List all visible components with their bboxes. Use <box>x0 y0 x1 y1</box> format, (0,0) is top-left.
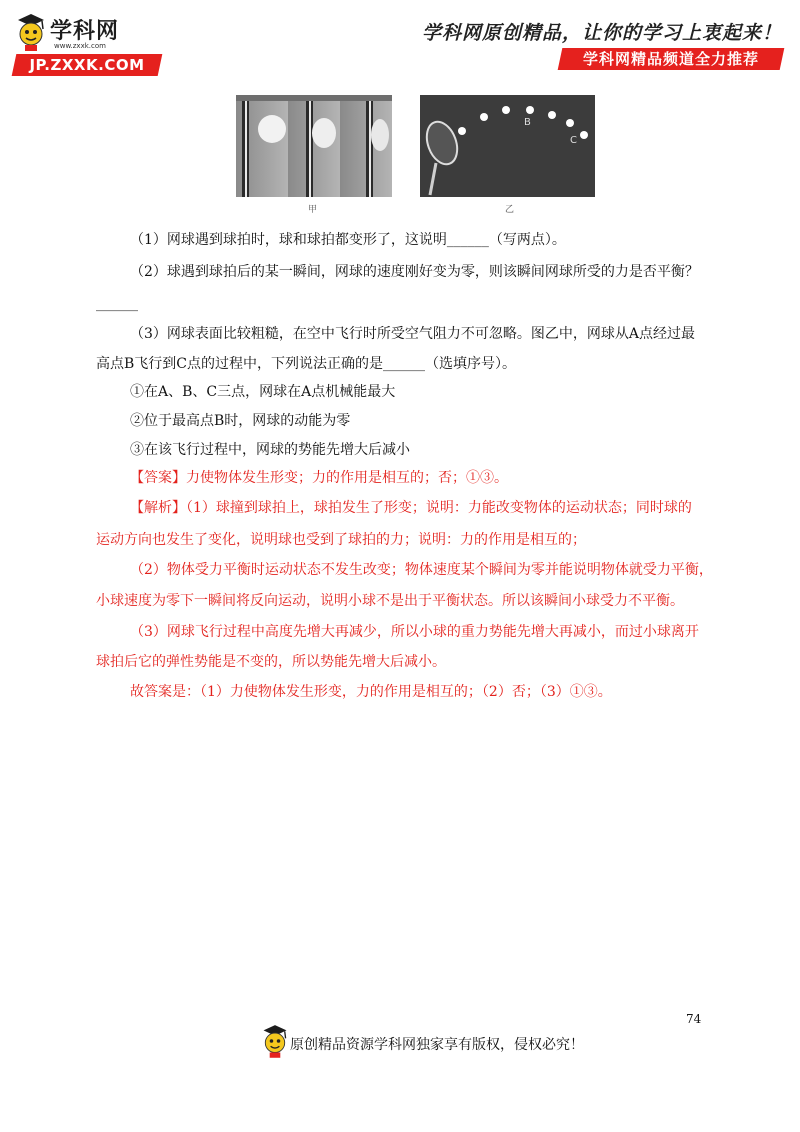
analysis-tag: 【解析】 <box>130 500 186 516</box>
figure-yi-photo <box>420 95 595 197</box>
page-header <box>0 0 800 80</box>
question-3-line-2: 高点B飞行到C点的过程中，下列说法正确的是______（选填序号）。 <box>96 356 516 372</box>
question-3-line-1: （3）网球表面比较粗糙，在空中飞行时所受空气阻力不可忽略。图乙中，网球从A点经过最 <box>130 326 696 342</box>
copyright-notice: 原创精品资源学科网独家享有版权，侵权必究！ <box>290 1037 584 1053</box>
figure-yi-label: 乙 <box>505 205 515 215</box>
question-2-blank: ______ <box>96 296 138 312</box>
page-footer <box>260 1022 590 1062</box>
channel-banner-text: 学科网精品频道全力推荐 <box>582 50 759 68</box>
page-number: 74 <box>686 1012 702 1026</box>
mascot-icon <box>260 1022 290 1060</box>
logo-small-url: www.zxxk.com <box>54 42 106 50</box>
analysis-1-text: （1）球撞到球拍上，球拍发生了形变；说明：力能改变物体的运动状态；同时球的 <box>186 500 692 516</box>
logo-banner <box>12 54 163 76</box>
analysis-line-2: 运动方向也发生了变化，说明球也受到了球拍的力；说明：力的作用是相互的； <box>96 532 586 548</box>
analysis-line-6: 球拍后它的弹性势能是不变的，所以势能先增大后减小。 <box>96 654 446 670</box>
option-1: ①在A、B、C三点，网球在A点机械能最大 <box>130 384 396 400</box>
logo-text: 学科网 <box>50 19 120 44</box>
analysis-line-3: （2）物体受力平衡时运动状态不发生改变；物体速度某个瞬间为零并能说明物体就受力平衡， <box>130 562 713 578</box>
point-b-label: B <box>524 117 531 128</box>
answer-tag: 【答案】 <box>130 470 186 486</box>
slogan: 学科网原创精品，让你的学习上衷起来！ <box>421 22 782 44</box>
analysis-line-4: 小球速度为零下一瞬间将反向运动，说明小球不是出于平衡状态。所以该瞬间小球受力不平衡。 <box>96 593 684 609</box>
channel-banner <box>558 48 785 70</box>
analysis-line-1 <box>130 498 692 518</box>
logo-banner-text: JP.ZXXK.COM <box>29 56 145 74</box>
mascot-icon <box>14 12 48 52</box>
option-2: ②位于最高点B时，网球的动能为零 <box>130 413 351 429</box>
conclusion-line: 故答案是：（1）力使物体发生形变，力的作用是相互的；（2）否；（3）①③。 <box>130 684 612 700</box>
question-2: （2）球遇到球拍后的某一瞬间，网球的速度刚好变为零，则该瞬间网球所受的力是否平衡？ <box>130 264 699 280</box>
figure-jia-photos <box>236 95 392 197</box>
point-c-label: C <box>570 135 577 146</box>
option-3: ③在该飞行过程中，网球的势能先增大后减小 <box>130 442 410 458</box>
answer-text: 力使物体发生形变；力的作用是相互的；否；①③。 <box>186 470 508 486</box>
answer-line <box>130 468 508 488</box>
analysis-line-5: （3）网球飞行过程中高度先增大再减少，所以小球的重力势能先增大再减小，而过小球离开 <box>130 624 699 640</box>
zxxk-logo[interactable] <box>14 12 164 72</box>
figure-jia-label: 甲 <box>308 205 318 215</box>
question-1: （1）网球遇到球拍时，球和球拍都变形了，这说明______（写两点）。 <box>130 232 566 248</box>
